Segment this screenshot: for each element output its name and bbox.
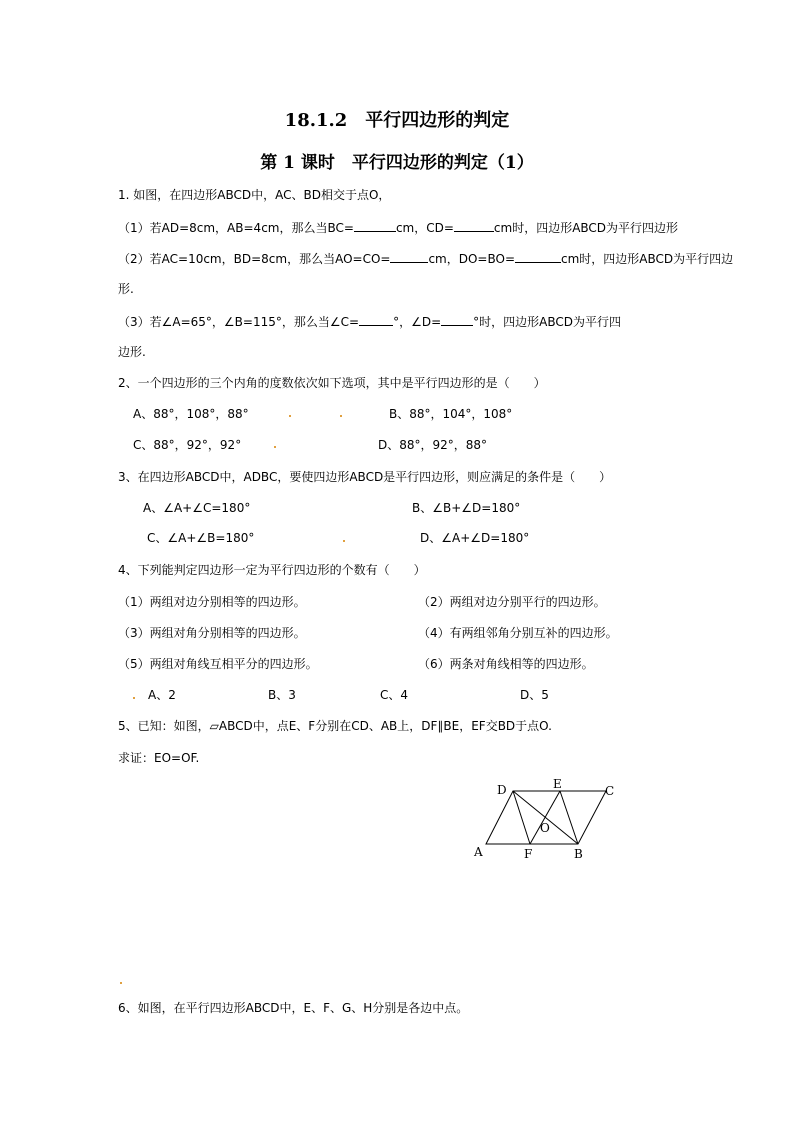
q2-option-c[interactable]: C、88°，92°，92° — [133, 438, 242, 452]
label-o: O — [540, 821, 550, 835]
label-d: D — [497, 783, 507, 797]
q4-option-d[interactable]: D、5 — [520, 688, 549, 702]
q4-item-1: （1）两组对边分别相等的四边形。 — [118, 595, 306, 609]
q1-part3: （3）若∠A=65°，∠B=115°，那么当∠C= °，∠D= °时，四边形ABCD为平行四 — [118, 315, 621, 329]
label-a: A — [474, 845, 483, 859]
q5-prove: 求证：EO=OF. — [118, 751, 200, 765]
stray-dot — [120, 982, 122, 984]
stray-dot — [289, 415, 291, 417]
q4-item-2: （2）两组对边分别平行的四边形。 — [418, 595, 606, 609]
q4-option-c[interactable]: C、4 — [380, 688, 409, 702]
stray-dot — [343, 540, 345, 542]
q3-option-a[interactable]: A、∠A+∠C=180° — [143, 501, 251, 515]
segment-ef — [530, 791, 560, 844]
label-b: B — [574, 847, 583, 861]
q4-item-3: （3）两组对角分别相等的四边形。 — [118, 626, 306, 640]
label-e: E — [553, 778, 562, 791]
label-c: C — [605, 784, 615, 798]
stray-dot — [133, 697, 135, 699]
q3-stem: 3、在四边形ABCD中，ADBC，要使四边形ABCD是平行四边形，则应满足的条件是（ ） — [118, 470, 612, 484]
label-f: F — [524, 847, 533, 861]
q2-option-a[interactable]: A、88°，108°，88° — [133, 407, 249, 421]
q1-part3-cont: 边形. — [118, 345, 146, 359]
q1-blank-bc[interactable] — [354, 219, 396, 232]
q1-blank-do[interactable] — [515, 250, 561, 263]
page-subtitle: 第 1 课时 平行四边形的判定（1） — [260, 153, 534, 173]
q1-blank-d[interactable] — [441, 313, 473, 326]
q2-option-b[interactable]: B、88°，104°，108° — [389, 407, 513, 421]
q5-stem: 5、已知：如图，▱ABCD中，点E、F分别在CD、AB上，DF∥BE，EF交BD于点O. — [118, 719, 552, 733]
q3-option-c[interactable]: C、∠A+∠B=180° — [147, 531, 255, 545]
q4-item-6: （6）两条对角线相等的四边形。 — [418, 657, 594, 671]
q4-item-5: （5）两组对角线互相平分的四边形。 — [118, 657, 318, 671]
q1-part1: （1）若AD=8cm，AB=4cm，那么当BC= cm，CD= cm时，四边形ABCD为平行四边形 — [118, 221, 679, 235]
q3-option-d[interactable]: D、∠A+∠D=180° — [420, 531, 530, 545]
stray-dot — [340, 415, 342, 417]
page-title: 18.1.2 平行四边形的判定 — [284, 110, 510, 131]
parallelogram-figure — [468, 778, 628, 868]
q2-option-d[interactable]: D、88°，92°，88° — [378, 438, 488, 452]
segment-df — [513, 791, 530, 844]
q2-stem: 2、一个四边形的三个内角的度数依次如下选项，其中是平行四边形的是（ ） — [118, 376, 546, 390]
stray-dot — [274, 446, 276, 448]
q1-part2-cont: 形. — [118, 282, 134, 296]
q1-stem: 1. 如图，在四边形ABCD中，AC、BD相交于点O， — [118, 188, 391, 202]
q4-stem: 4、下列能判定四边形一定为平行四边形的个数有（ ） — [118, 563, 426, 577]
q1-blank-cd[interactable] — [454, 219, 494, 232]
q4-item-4: （4）有两组邻角分别互补的四边形。 — [418, 626, 618, 640]
q6-stem: 6、如图，在平行四边形ABCD中，E、F、G、H分别是各边中点。 — [118, 1001, 469, 1015]
q1-blank-c[interactable] — [359, 313, 393, 326]
q4-option-b[interactable]: B、3 — [268, 688, 296, 702]
q4-option-a[interactable]: A、2 — [148, 688, 176, 702]
q1-part2: （2）若AC=10cm，BD=8cm，那么当AO=CO= cm，DO=BO= cm时，四边形ABCD为平行四边 — [118, 252, 734, 266]
q3-option-b[interactable]: B、∠B+∠D=180° — [412, 501, 521, 515]
q1-blank-ao[interactable] — [390, 250, 428, 263]
